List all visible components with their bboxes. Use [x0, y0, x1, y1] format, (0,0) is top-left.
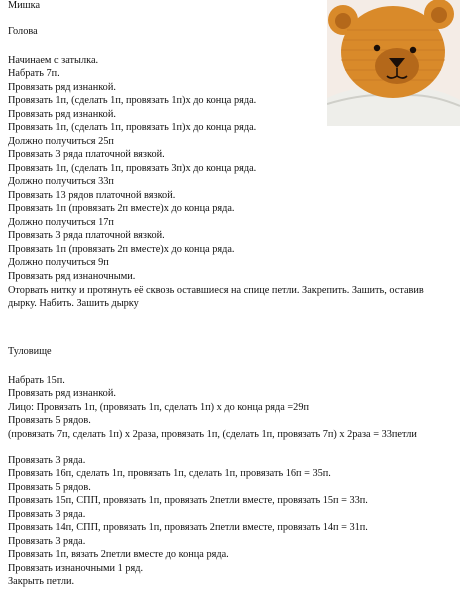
head-line: Провязать ряд изнанкой. [8, 109, 116, 120]
head-line: Набрать 7п. [8, 68, 60, 79]
head-line: Провязать 1п (провязать 2п вместе)х до конца ряда. [8, 244, 235, 255]
head-line: Должно получиться 33п [8, 176, 114, 187]
body-section-heading: Туловище [8, 346, 52, 357]
body-line: Провязать 3 ряда. [8, 509, 86, 520]
head-line: Провязать ряд изнаночными. [8, 271, 136, 282]
head-line: Провязать 1п, (сделать 1п, провязать 1п)х до конца ряда. [8, 95, 257, 106]
head-section-heading: Голова [8, 26, 38, 37]
document-title: Мишка [8, 0, 41, 11]
body-line: Набрать 15п. [8, 375, 65, 386]
head-line-finishing: Оторвать нитку и протянуть её сквозь оставшиеся на спице петли. Закрепить. Зашить, оставив дырку. Набить. Зашить дырку [8, 285, 424, 309]
body-line: Лицо: Провязать 1п, (провязать 1п, сделать 1п) х до конца ряда =29п [8, 402, 309, 413]
head-line: Провязать 3 ряда платочной вязкой. [8, 149, 165, 160]
body-line: Провязать 1п, вязать 2петли вместе до конца ряда. [8, 549, 229, 560]
head-line: Провязать 3 ряда платочной вязкой. [8, 230, 165, 241]
body-line: Провязать 15п, СПП, провязать 1п, провязать 2петли вместе, провязать 15п = 33п. [8, 495, 368, 506]
head-line: Провязать 13 рядов платочной вязкой. [8, 190, 176, 201]
body-line: (провязать 7п, сделать 1п) х 2раза, провязать 1п, (сделать 1п, провязать 7п) х 2раза = 33петли [8, 429, 417, 440]
knitted-teddy-bear-photo-icon [327, 0, 460, 126]
body-line: Закрыть петли. [8, 576, 75, 587]
body-line: Провязать 5 рядов. [8, 482, 91, 493]
body-line: Провязать 14п, СПП, провязать 1п, провязать 2петли вместе, провязать 14п = 31п. [8, 522, 368, 533]
head-line: Должно получиться 17п [8, 217, 114, 228]
body-line: Провязать ряд изнанкой. [8, 388, 116, 399]
head-line: Провязать 1п (провязать 2п вместе)х до конца ряда. [8, 203, 235, 214]
body-line: Провязать 3 ряда. [8, 536, 86, 547]
body-line: Провязать 16п, сделать 1п, провязать 1п, сделать 1п, провязать 16п = 35п. [8, 468, 331, 479]
body-line: Провязать изнаночными 1 ряд. [8, 563, 144, 574]
head-line: Должно получиться 9п [8, 257, 109, 268]
body-line: Провязать 3 ряда. [8, 455, 86, 466]
head-line: Провязать 1п, (сделать 1п, провязать 1п)х до конца ряда. [8, 122, 257, 133]
head-line: Провязать 1п, (сделать 1п, провязать 3п)х до конца ряда. [8, 163, 257, 174]
head-line: Провязать ряд изнанкой. [8, 82, 116, 93]
head-line: Должно получиться 25п [8, 136, 114, 147]
head-line: Начинаем с затылка. [8, 55, 99, 66]
body-line: Провязать 5 рядов. [8, 415, 91, 426]
